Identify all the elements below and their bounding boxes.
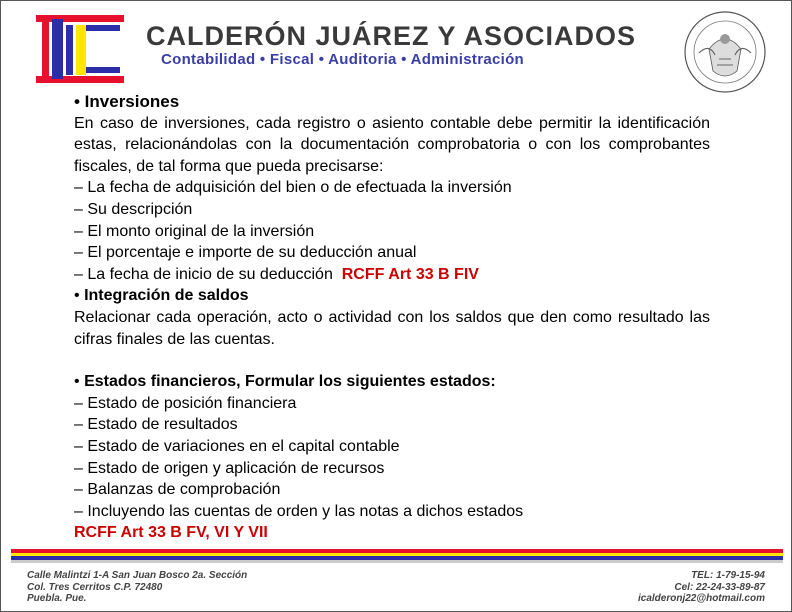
- spacer: [74, 350, 710, 371]
- inversiones-heading: • Inversiones: [74, 92, 180, 111]
- address-line: Puebla. Pue.: [27, 593, 87, 604]
- footer-address: [27, 570, 247, 605]
- list-item: – El porcentaje e importe de su deducción anual: [74, 244, 417, 262]
- address-line: Col. Tres Cerritos C.P. 72480: [27, 581, 163, 593]
- content-body: [74, 91, 710, 544]
- list-item: – El monto original de la inversión: [74, 222, 315, 240]
- list-item: – Estado de resultados: [74, 416, 238, 434]
- legal-reference: RCFF Art 33 B FV, VI Y VII: [74, 524, 268, 542]
- address-line: Calle Malintzi 1-A San Juan Bosco 2a. Sección: [27, 570, 248, 581]
- firm-name: CALDERÓN JUÁREZ Y ASOCIADOS: [146, 21, 637, 51]
- contact-phone: TEL: 1-79-15-94: [691, 570, 765, 581]
- list-item: – Estado de posición financiera: [74, 394, 297, 412]
- list-item-text: – La fecha de inicio de su deducción: [74, 265, 333, 283]
- list-item: – Balanzas de comprobación: [74, 481, 281, 499]
- contact-cell: Cel: 22-24-33-89-87: [674, 581, 765, 593]
- inversiones-intro: En caso de inversiones, cada registro o asiento contable debe permitir la identificación estas, relacionándolas con la documentación comprobatoria o con los comprobantes fiscales, de tal forma que pueda precisarse:: [74, 114, 710, 175]
- estados-heading: Estados financieros, Formular los siguientes estados:: [84, 373, 496, 391]
- legal-reference: RCFF Art 33 B FIV: [341, 265, 479, 283]
- list-item: – La fecha de adquisición del bien o de efectuada la inversión: [74, 179, 512, 197]
- bullet: •: [74, 373, 80, 391]
- integracion-heading-line: [74, 285, 710, 307]
- list-item: – Estado de origen y aplicación de recursos: [74, 459, 385, 477]
- integracion-text: Relacionar cada operación, acto o actividad con los saldos que den como resultado las cifras finales de las cuentas.: [74, 308, 710, 348]
- list-item: – Su descripción: [74, 200, 193, 218]
- stripe-gray: [11, 560, 783, 564]
- integracion-heading: Integración de saldos: [84, 287, 249, 305]
- firm-tagline: Contabilidad • Fiscal • Auditoria • Administración: [161, 51, 525, 68]
- cja-letters-logo-icon: [36, 15, 124, 83]
- contact-email: icalderonj22@hotmail.com: [637, 593, 765, 604]
- estados-heading-line: [74, 371, 710, 393]
- footer-contact: [638, 570, 765, 605]
- list-item: – Incluyendo las cuentas de orden y las notas a dichos estados: [74, 502, 524, 520]
- footer-color-stripe: [11, 549, 783, 563]
- list-item: [74, 264, 710, 286]
- benemerita-university-seal-icon: [679, 9, 771, 95]
- list-item: – Estado de variaciones en el capital contable: [74, 437, 400, 455]
- bullet: •: [74, 287, 80, 305]
